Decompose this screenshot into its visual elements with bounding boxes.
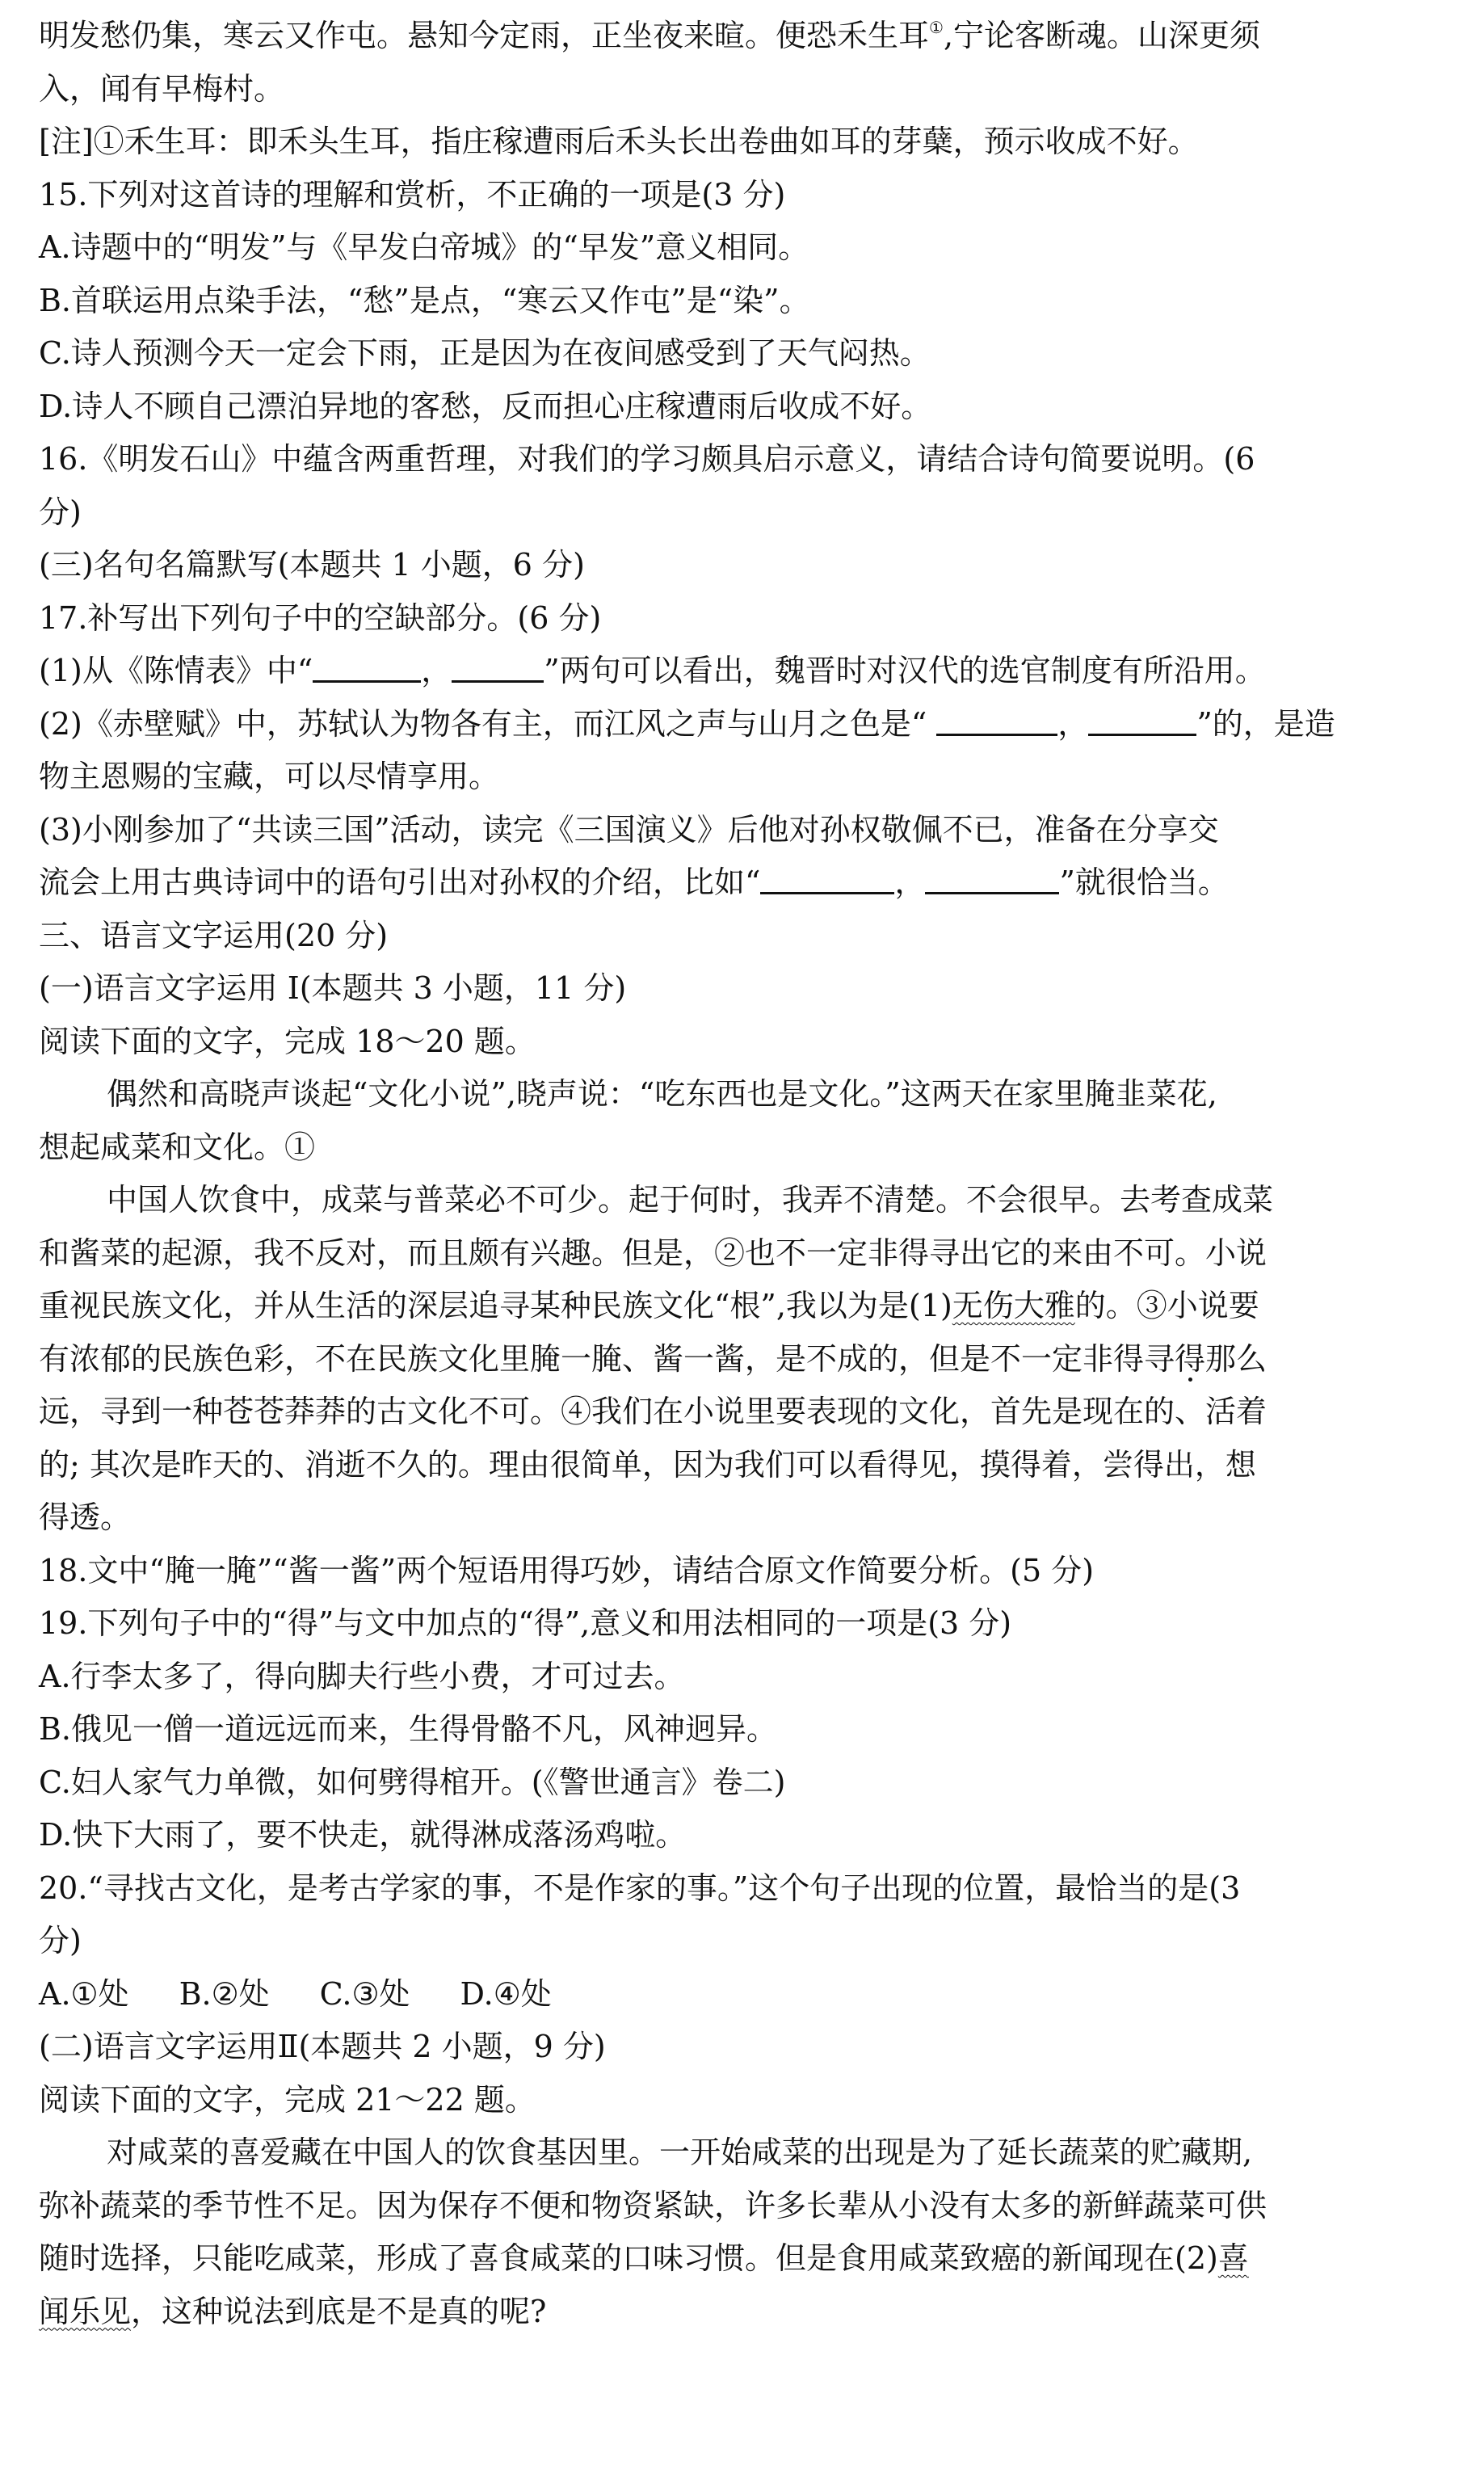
answer-blank[interactable] — [313, 653, 421, 683]
passage1-para2-cont: 得透。 — [39, 1500, 132, 1535]
passage1-para2-cont: 远，寻到一种苍苍莽莽的古文化不可。④我们在小说里要表现的文化，首先是现在的、活着 — [39, 1394, 1267, 1429]
reading-instruction-1: 阅读下面的文字，完成 18～20 题。 — [39, 1023, 536, 1059]
q19-option-a: A.行李太多了，得向脚夫行些小费，才可过去。 — [39, 1658, 685, 1694]
q15-option-b: B.首联运用点染手法，“愁”是点，“寒云又作屯”是“染”。 — [39, 282, 810, 318]
answer-blank[interactable] — [936, 706, 1057, 736]
q17-part-2-cont: 物主恩赐的宝藏，可以尽情享用。 — [39, 759, 500, 794]
q20-option-d: D.④处 — [460, 1975, 552, 2012]
q17-text: ， — [1057, 705, 1089, 742]
q17-text: (2)《赤壁赋》中，苏轼认为物各有主，而江风之声与山月之色是“ — [39, 705, 937, 742]
passage-text: 那么 — [1205, 1340, 1267, 1377]
q20-option-a: A.①处 — [39, 1975, 129, 2012]
passage1-para2-cont — [39, 1333, 1457, 1386]
q17-part-2 — [39, 698, 1457, 751]
footnote-mark: ① — [929, 18, 944, 37]
q17-stem: 17.补写出下列句子中的空缺部分。(6 分) — [39, 599, 602, 636]
answer-blank[interactable] — [1088, 706, 1196, 736]
answer-blank[interactable] — [925, 864, 1059, 894]
q20-stem-cont: 分) — [39, 1923, 82, 1958]
q17-text: ， — [421, 653, 452, 688]
emphasis-dotted-char: 得 — [1175, 1340, 1206, 1377]
q15-stem: 15.下列对这首诗的理解和赏析，不正确的一项是(3 分) — [39, 176, 786, 212]
wavy-underlined-phrase: 闻乐见 — [39, 2293, 132, 2329]
poem-line-1 — [39, 2, 1457, 63]
q20-option-b: B.②处 — [179, 1975, 270, 2012]
q16-stem-cont: 分) — [39, 494, 82, 530]
passage2-para1: 对咸菜的喜爱藏在中国人的饮食基因里。一开始咸菜的出现是为了延长蔬菜的贮藏期, — [107, 2135, 1253, 2170]
q16-stem: 16.《明发石山》中蕴含两重哲理，对我们的学习颇具启示意义，请结合诗句简要说明。(6 — [39, 441, 1255, 477]
passage2-para1-cont: 弥补蔬菜的季节性不足。因为保存不便和物资紧缺，许多长辈从小没有太多的新鲜蔬菜可供 — [39, 2187, 1267, 2223]
q17-text: 流会上用古典诗词中的语句引出对孙权的介绍，比如“ — [39, 864, 761, 900]
passage1-para1: 偶然和高晓声谈起“文化小说”,晓声说：“吃东西也是文化。”这两天在家里腌韭菜花, — [107, 1076, 1217, 1112]
poem-text: 明发愁仍集，寒云又作屯。悬知今定雨，正坐夜来暄。便恐禾生耳 — [39, 18, 930, 53]
q19-option-b: B.俄见一僧一道远远而来，生得骨骼不凡，风神迥异。 — [39, 1711, 778, 1747]
passage1-para2-cont: 的; 其次是昨天的、消逝不久的。理由很简单，因为我们可以看得见，摸得着，尝得出，想 — [39, 1446, 1256, 1483]
q17-text: ”两句可以看出，魏晋时对汉代的选官制度有所沿用。 — [544, 653, 1266, 688]
q20-stem: 20.“寻找古文化，是考古学家的事，不是作家的事。”这个句子出现的位置，最恰当的是(3 — [39, 1870, 1241, 1906]
q19-option-d: D.快下大雨了，要不快走，就得淋成落汤鸡啦。 — [39, 1817, 687, 1853]
q17-part-1 — [39, 645, 1457, 698]
q17-part-3: (3)小刚参加了“共读三国”活动，读完《三国演义》后他对孙权敬佩不已，准备在分享交 — [39, 811, 1219, 848]
wavy-underlined-phrase: 喜 — [1217, 2240, 1249, 2276]
q15-option-d: D.诗人不顾自己漂泊异地的客愁，反而担心庄稼遭雨后收成不好。 — [39, 388, 932, 424]
part-title-language: 三、语言文字运用(20 分) — [39, 917, 389, 953]
q18-stem: 18.文中“腌一腌”“酱一酱”两个短语用得巧妙，请结合原文作简要分析。(5 分) — [39, 1552, 1095, 1588]
q19-stem: 19.下列句子中的“得”与文中加点的“得”,意义和用法相同的一项是(3 分) — [39, 1605, 1012, 1641]
wavy-underlined-phrase: 无伤大雅 — [952, 1288, 1075, 1323]
answer-blank[interactable] — [452, 653, 544, 683]
q17-text: ， — [894, 864, 926, 900]
subsection-title-1: (一)语言文字运用 Ⅰ(本题共 3 小题，11 分) — [39, 970, 627, 1006]
q17-text: (1)从《陈情表》中“ — [39, 653, 313, 688]
q17-text: ”的，是造 — [1196, 705, 1335, 742]
passage-text: 随时选择，只能吃咸菜，形成了喜食咸菜的口味习惯。但是食用咸菜致癌的新闻现在(2) — [39, 2240, 1218, 2276]
passage-text: 重视民族文化，并从生活的深层追寻某种民族文化“根”,我以为是(1) — [39, 1288, 952, 1323]
passage-text: 有浓郁的民族色彩，不在民族文化里腌一腌、酱一酱，是不成的，但是不一定非得寻 — [39, 1340, 1175, 1377]
passage-text: 的。③小说要 — [1074, 1288, 1259, 1323]
answer-blank[interactable] — [760, 864, 894, 894]
q17-part-3-cont — [39, 856, 1457, 910]
passage2-para1-cont — [39, 2232, 1457, 2286]
poem-text: ,宁论客断魂。山深更须 — [943, 18, 1261, 53]
q20-option-c: C.③处 — [319, 1975, 410, 2012]
section-title-dictation: (三)名句名篇默写(本题共 1 小题，6 分) — [39, 547, 585, 583]
passage1-para2-cont: 和酱菜的起源，我不反对，而且颇有兴趣。但是，②也不一定非得寻出它的来由不可。小说 — [39, 1235, 1267, 1271]
q17-text: ”就很恰当。 — [1059, 864, 1229, 900]
poem-line-2: 入，闻有早梅村。 — [39, 70, 285, 107]
passage2-para1-cont — [39, 2286, 1457, 2339]
poem-footnote: [注]①禾生耳：即禾头生耳，指庄稼遭雨后禾头长出卷曲如耳的芽蘖，预示收成不好。 — [39, 124, 1199, 159]
passage1-para1-cont: 想起咸菜和文化。① — [39, 1129, 316, 1165]
reading-instruction-2: 阅读下面的文字，完成 21～22 题。 — [39, 2081, 536, 2118]
passage-text: ，这种说法到底是不是真的呢? — [131, 2293, 547, 2329]
q15-option-a: A.诗题中的“明发”与《早发白帝城》的“早发”意义相同。 — [39, 229, 809, 265]
q19-option-c: C.妇人家气力单微，如何劈得棺开。(《警世通言》卷二) — [39, 1764, 786, 1800]
subsection-title-2: (二)语言文字运用Ⅱ(本题共 2 小题，9 分) — [39, 2029, 606, 2064]
passage1-para2: 中国人饮食中，成菜与普菜必不可少。起于何时，我弄不清楚。不会很早。去考查成菜 — [107, 1182, 1274, 1218]
q15-option-c: C.诗人预测今天一定会下雨，正是因为在夜间感受到了天气闷热。 — [39, 335, 931, 371]
q20-options — [39, 1968, 1457, 2021]
passage1-para2-cont — [39, 1280, 1457, 1333]
